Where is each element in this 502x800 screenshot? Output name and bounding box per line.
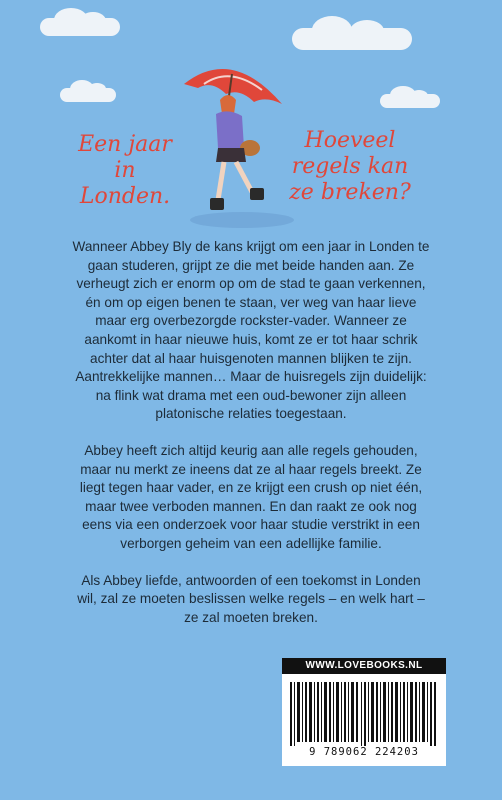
- blurb-paragraph: Abbey heeft zich altijd keurig aan alle regels gehouden, maar nu merkt ze ineens dat ze al haar regels breekt. Ze liegt tegen haar vader, en ze krijgt een crush op niet één, maar twee verboden mannen. En dan raakt ze ook nog eens via een onderzoek voor haar studie verstrikt in een verborgen geheim van een adellijke familie.: [79, 442, 423, 551]
- cloud: [40, 18, 120, 36]
- tagline-left: Een jaar in Londen.: [78, 132, 172, 209]
- publisher-url: WWW.LOVEBOOKS.NL: [282, 658, 446, 674]
- isbn-number: 9 789062 224203: [309, 746, 419, 758]
- sweater: [216, 111, 244, 148]
- tagline-right: Hoeveel regels kan ze breken?: [289, 128, 411, 205]
- barcode-icon: [290, 682, 438, 746]
- cloud: [380, 94, 440, 108]
- shadow: [190, 212, 294, 228]
- blurb-paragraph: Wanneer Abbey Bly de kans krijgt om een jaar in Londen te gaan studeren, grijpt ze die met beide handen aan. Ze verheugt zich er enorm op om de stad te gaan verkennen, én om op eigen benen te staan, ver weg van haar lieve maar erg overbezorgde rockster-vader. Wanneer ze aankomt in haar nieuwe huis, komt ze er tot haar schrik achter dat al haar huisgenoten mannen blijken te zijn. Aantrekkelijke mannen… Maar de huisregels zijn duidelijk: na flink wat drama met een oud-bewoner zijn alleen platonische relaties toegestaan.: [72, 239, 430, 422]
- barcode-panel: [282, 658, 446, 766]
- back-cover-blurb: [70, 238, 432, 645]
- skirt: [216, 148, 246, 162]
- cloud: [292, 28, 412, 50]
- blurb-paragraph: Als Abbey liefde, antwoorden of een toekomst in Londen wil, zal ze moeten beslissen welke regels – en welk hart – ze zal moeten breken.: [77, 572, 425, 625]
- cloud: [60, 88, 116, 102]
